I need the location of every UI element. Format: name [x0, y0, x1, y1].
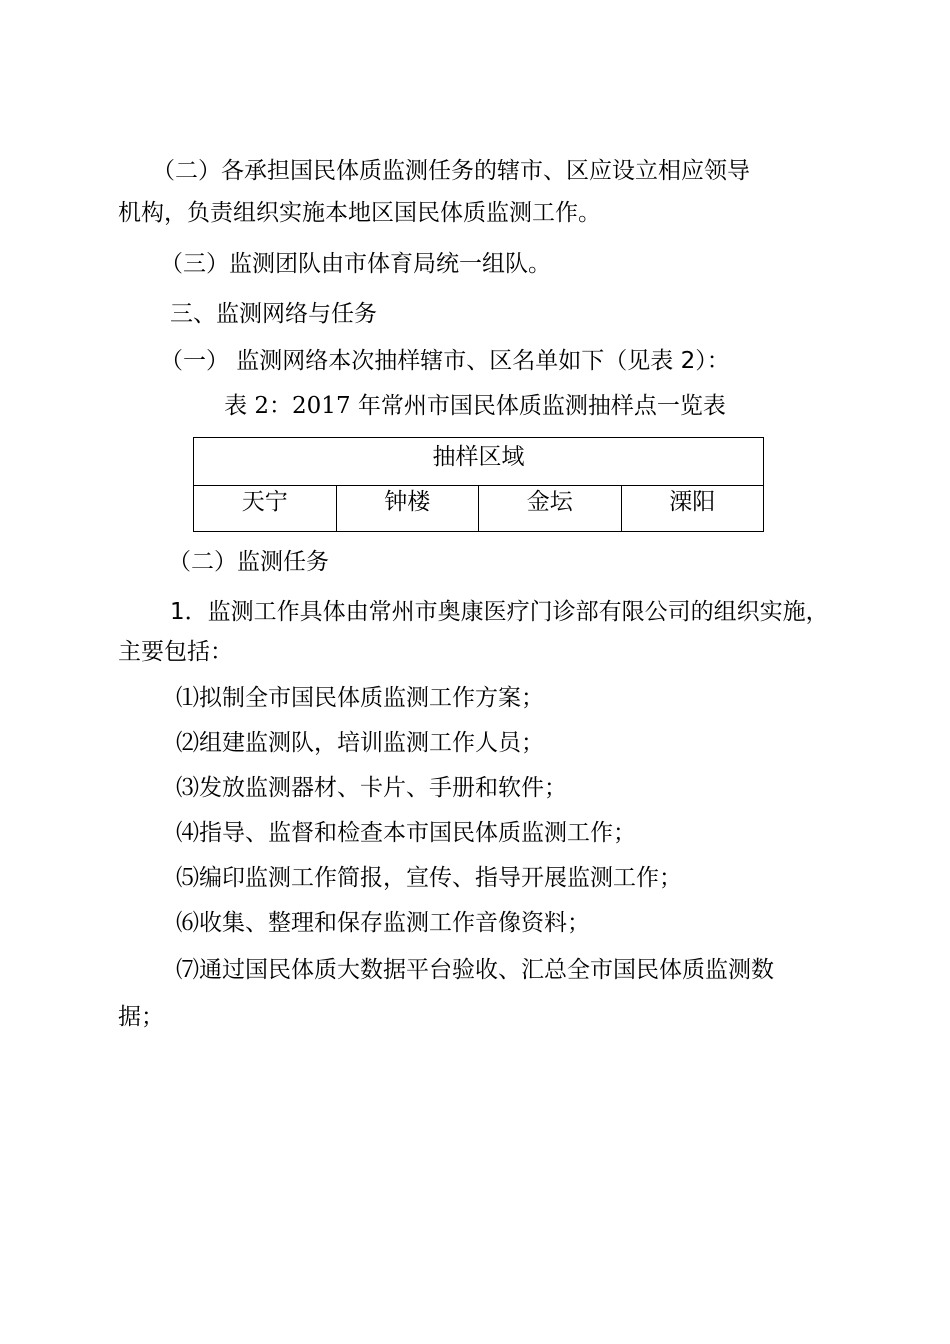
list-item-continuation: 据； — [118, 1004, 164, 1030]
paragraph-task-1-line-1: 1．监测工作具体由常州市奥康医疗门诊部有限公司的组织实施， — [170, 599, 829, 625]
section-heading-3: 三、监测网络与任务 — [170, 301, 377, 327]
table-cell: 天宁 — [194, 486, 337, 532]
paragraph-3-1: （一） 监测网络本次抽样辖市、区名单如下（见表 2）： — [160, 348, 730, 374]
list-item: ⑴拟制全市国民体质监测工作方案； — [176, 685, 544, 711]
table-header-row — [194, 438, 764, 486]
table-cell: 钟楼 — [336, 486, 479, 532]
paragraph-task-1-line-2: 主要包括： — [118, 639, 233, 665]
paragraph-3-2: （二）监测任务 — [168, 549, 329, 575]
paragraph-2-2-line-1: （二）各承担国民体质监测任务的辖市、区应设立相应领导 — [152, 158, 750, 184]
paragraph-2-3: （三）监测团队由市体育局统一组队。 — [160, 251, 551, 277]
sampling-table — [193, 437, 764, 532]
table-row — [194, 486, 764, 532]
table-header-cell: 抽样区域 — [194, 438, 764, 486]
table-cell: 溧阳 — [621, 486, 764, 532]
list-item: ⑺通过国民体质大数据平台验收、汇总全市国民体质监测数 — [176, 957, 774, 983]
list-item: ⑸编印监测工作简报，宣传、指导开展监测工作； — [176, 865, 682, 891]
list-item: ⑷指导、监督和检查本市国民体质监测工作； — [176, 820, 636, 846]
list-item: ⑶发放监测器材、卡片、手册和软件； — [176, 775, 567, 801]
paragraph-2-2-line-2: 机构，负责组织实施本地区国民体质监测工作。 — [118, 200, 601, 226]
list-item: ⑵组建监测队，培训监测工作人员； — [176, 730, 544, 756]
table-cell: 金坛 — [479, 486, 622, 532]
table-caption: 表 2：2017 年常州市国民体质监测抽样点一览表 — [224, 393, 726, 419]
list-item: ⑹收集、整理和保存监测工作音像资料； — [176, 910, 590, 936]
